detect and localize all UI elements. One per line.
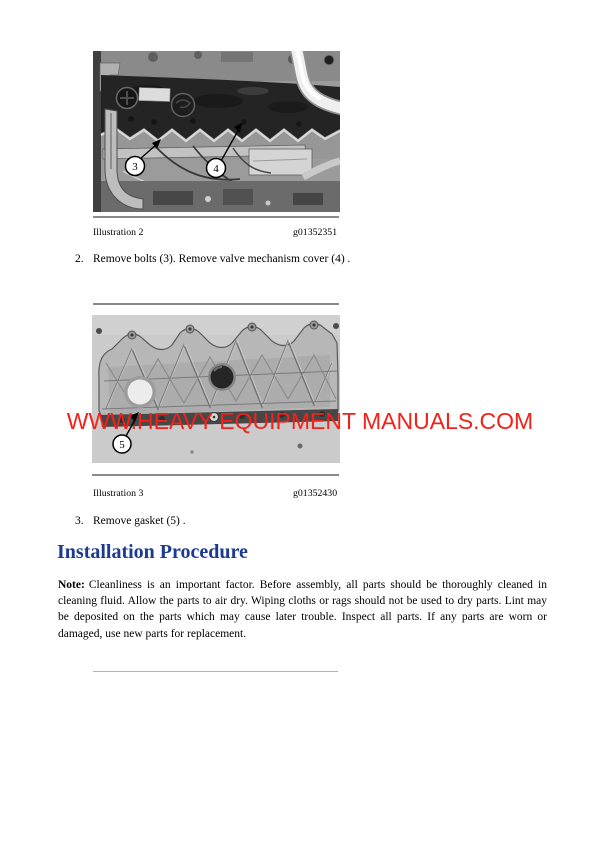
note-label: Note:	[58, 579, 85, 591]
figure1-caption-code: g01352351	[293, 227, 338, 238]
dark-hole	[211, 366, 234, 389]
backdrop-screw	[96, 328, 102, 334]
cover-bolt	[241, 119, 247, 125]
figure2-caption-label: Illustration 3	[93, 488, 144, 499]
cover-bolt	[128, 116, 134, 122]
section-heading: Installation Procedure	[57, 541, 248, 563]
step-2-text: Remove bolts (3). Remove valve mechanism cover (4) .	[93, 253, 351, 265]
note-paragraph	[58, 577, 547, 642]
info-label	[139, 87, 170, 101]
step-3-text: Remove gasket (5) .	[93, 515, 186, 527]
watermark-text: WWW.HEAVY EQUIPMENT MANUALS.COM	[66, 408, 534, 434]
note-body: Cleanliness is an important factor. Before assembly, all parts should be thoroughly cleaned in cleaning fluid. Allow the parts to air dry. Wiping cloths or rags should not be used to dry parts. Lint may be deposited on the parts which may cause later trouble. Inspect all parts. If any parts are worn or damaged, use new parts for replacement.	[58, 579, 547, 640]
step-3-number: 3.	[75, 515, 84, 527]
breather-cap	[172, 94, 195, 117]
figure-rule	[93, 216, 339, 218]
figure2-caption-code: g01352430	[293, 488, 338, 499]
figure1-caption-label: Illustration 2	[93, 227, 144, 238]
step-2	[75, 253, 350, 265]
figure2-caption	[93, 488, 338, 499]
figure-cover-photo	[92, 315, 340, 463]
step-3	[75, 515, 186, 527]
section-divider	[93, 671, 338, 672]
figure-engine-photo	[93, 51, 340, 212]
step-2-number: 2.	[75, 253, 84, 265]
figure-rule	[93, 303, 339, 305]
backdrop-screw	[333, 323, 339, 329]
light-hole	[128, 380, 153, 405]
callout-5-label: 5	[119, 439, 125, 451]
mount-block	[249, 149, 312, 175]
callout-3-label: 3	[132, 161, 138, 173]
cover-bolt	[296, 121, 302, 127]
cover-bolt	[190, 118, 196, 124]
cover-bolt	[151, 119, 157, 125]
callout-4-label: 4	[213, 163, 219, 175]
figure1-caption	[93, 227, 338, 238]
figure-rule	[92, 474, 339, 476]
